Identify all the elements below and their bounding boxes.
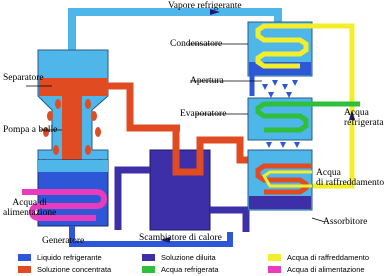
legend-label: Soluzione diluita: [161, 253, 216, 262]
dilute-pump-pipe: [210, 210, 246, 232]
separator-liquid: [39, 78, 107, 96]
label-acqua-di-alimentazione: Acqua di alimentazione: [3, 198, 57, 218]
label-scambiatore-di-calore: Scambiatore di calore: [139, 233, 222, 243]
label-acqua-di-raffreddamento: Acqua di raffreddamento: [316, 168, 385, 188]
dilute-return-pipe: [118, 170, 150, 230]
legend-item: [18, 253, 102, 262]
legend-swatch: [142, 254, 155, 261]
legend-label: Acqua di raffreddamento: [287, 253, 369, 262]
legend-item: [142, 265, 219, 274]
legend-label: Acqua refrigerata: [161, 265, 219, 274]
label-apertura: Apertura: [190, 76, 224, 86]
legend-item: [18, 265, 111, 274]
label-acqua-refrigerata: Acqua refrigerata: [344, 108, 384, 128]
label-vapore-refrigerante: Vapore refrigerante: [168, 1, 242, 11]
concentrated-pipe: [108, 86, 180, 128]
legend-swatch: [18, 266, 31, 273]
generator-top: [38, 160, 108, 172]
evaporator-drops: [266, 142, 300, 148]
label-evaporatore: Evaporatore: [180, 109, 227, 119]
legend-swatch: [268, 266, 281, 273]
bubble-pump-tube: [62, 96, 82, 160]
absorber-liquid: [249, 196, 311, 209]
legend-item: [142, 253, 216, 262]
label-assorbitore: Assorbitore: [323, 217, 368, 227]
legend-item: [268, 265, 365, 274]
opening-drops: [262, 80, 298, 98]
legend-label: Liquido refrigerante: [37, 253, 102, 262]
label-separatore: Separatore: [3, 73, 44, 83]
legend-item: [268, 253, 369, 262]
legend-swatch: [142, 266, 155, 273]
label-generatore: Generatore: [42, 236, 85, 246]
legend-swatch: [268, 254, 281, 261]
legend-label: Acqua di alimentazione: [287, 265, 365, 274]
legend-label: Soluzione concentrata: [37, 265, 112, 274]
legend-swatch: [18, 254, 31, 261]
label-pompa-a-bolle: Pompa a bolle: [3, 125, 58, 135]
label-condensatore: Condensatore: [170, 39, 223, 49]
